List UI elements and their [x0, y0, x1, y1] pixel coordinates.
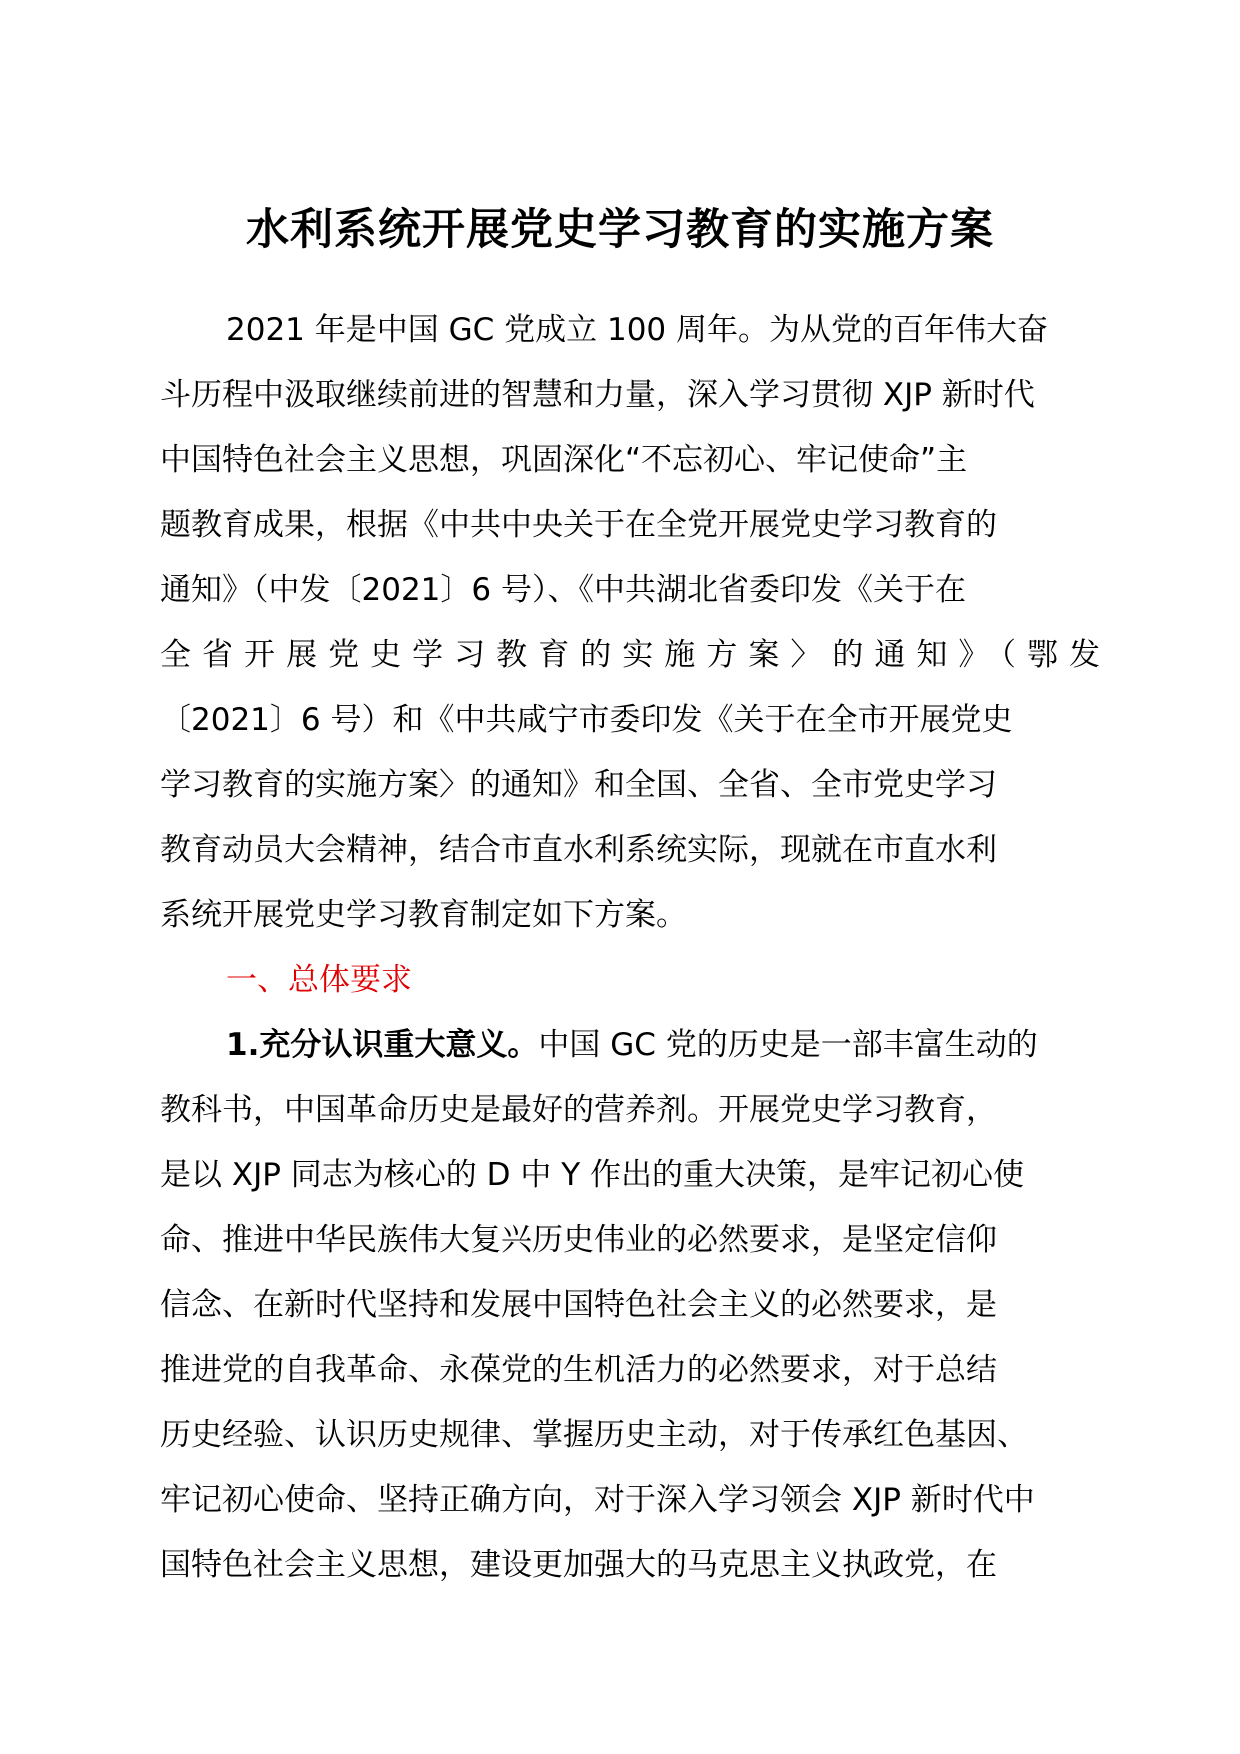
intro-line: 〔2021〕6 号）和《中共咸宁市委印发《关于在全市开展党史 — [160, 702, 1013, 738]
subsection-line: 推进党的自我革命、永葆党的生机活力的必然要求，对于总结 — [160, 1352, 997, 1388]
subsection-first-line — [160, 1013, 1100, 1078]
document-body — [160, 298, 1100, 1598]
subsection-line: 国特色社会主义思想，建设更加强大的马克思主义执政党，在 — [160, 1547, 997, 1583]
document-title: 水利系统开展党史学习教育的实施方案 — [246, 205, 994, 255]
intro-line: 学习教育的实施方案〉的通知》和全国、全省、全市党史学习 — [160, 767, 997, 803]
subsection-heading: 1.充分认识重大意义。 — [226, 1027, 539, 1063]
subsection-line: 信念、在新时代坚持和发展中国特色社会主义的必然要求，是 — [160, 1287, 997, 1323]
intro-line: 全省开展党史学习教育的实施方案〉的通知》（鄂发 — [160, 637, 1100, 673]
intro-line: 题教育成果，根据《中共中央关于在全党开展党史学习教育的 — [160, 507, 997, 543]
intro-line: 中国特色社会主义思想，巩固深化“不忘初心、牢记使命”主 — [160, 442, 968, 478]
intro-line: 教育动员大会精神，结合市直水利系统实际，现就在市直水利 — [160, 832, 997, 868]
subsection-line: 是以 XJP 同志为核心的 D 中 Y 作出的重大决策，是牢记初心使 — [160, 1157, 1025, 1193]
subsection-line: 牢记初心使命、坚持正确方向，对于深入学习领会 XJP 新时代中 — [160, 1482, 1035, 1518]
intro-line: 系统开展党史学习教育制定如下方案。 — [160, 897, 687, 933]
intro-line: 通知》（中发〔2021〕6 号）、《中共湖北省委印发《关于在 — [160, 572, 966, 608]
subsection-line: 命、推进中华民族伟大复兴历史伟业的必然要求，是坚定信仰 — [160, 1222, 997, 1258]
subsection-line: 教科书，中国革命历史是最好的营养剂。开展党史学习教育， — [160, 1092, 997, 1128]
intro-line: 2021 年是中国 GC 党成立 100 周年。为从党的百年伟大奋 — [226, 312, 1048, 348]
section-heading: 一、总体要求 — [226, 962, 412, 998]
subsection-line: 历史经验、认识历史规律、掌握历史主动，对于传承红色基因、 — [160, 1417, 1028, 1453]
intro-line: 斗历程中汲取继续前进的智慧和力量，深入学习贯彻 XJP 新时代 — [160, 377, 1035, 413]
subsection-text: 中国 GC 党的历史是一部丰富生动的 — [538, 1027, 1038, 1063]
